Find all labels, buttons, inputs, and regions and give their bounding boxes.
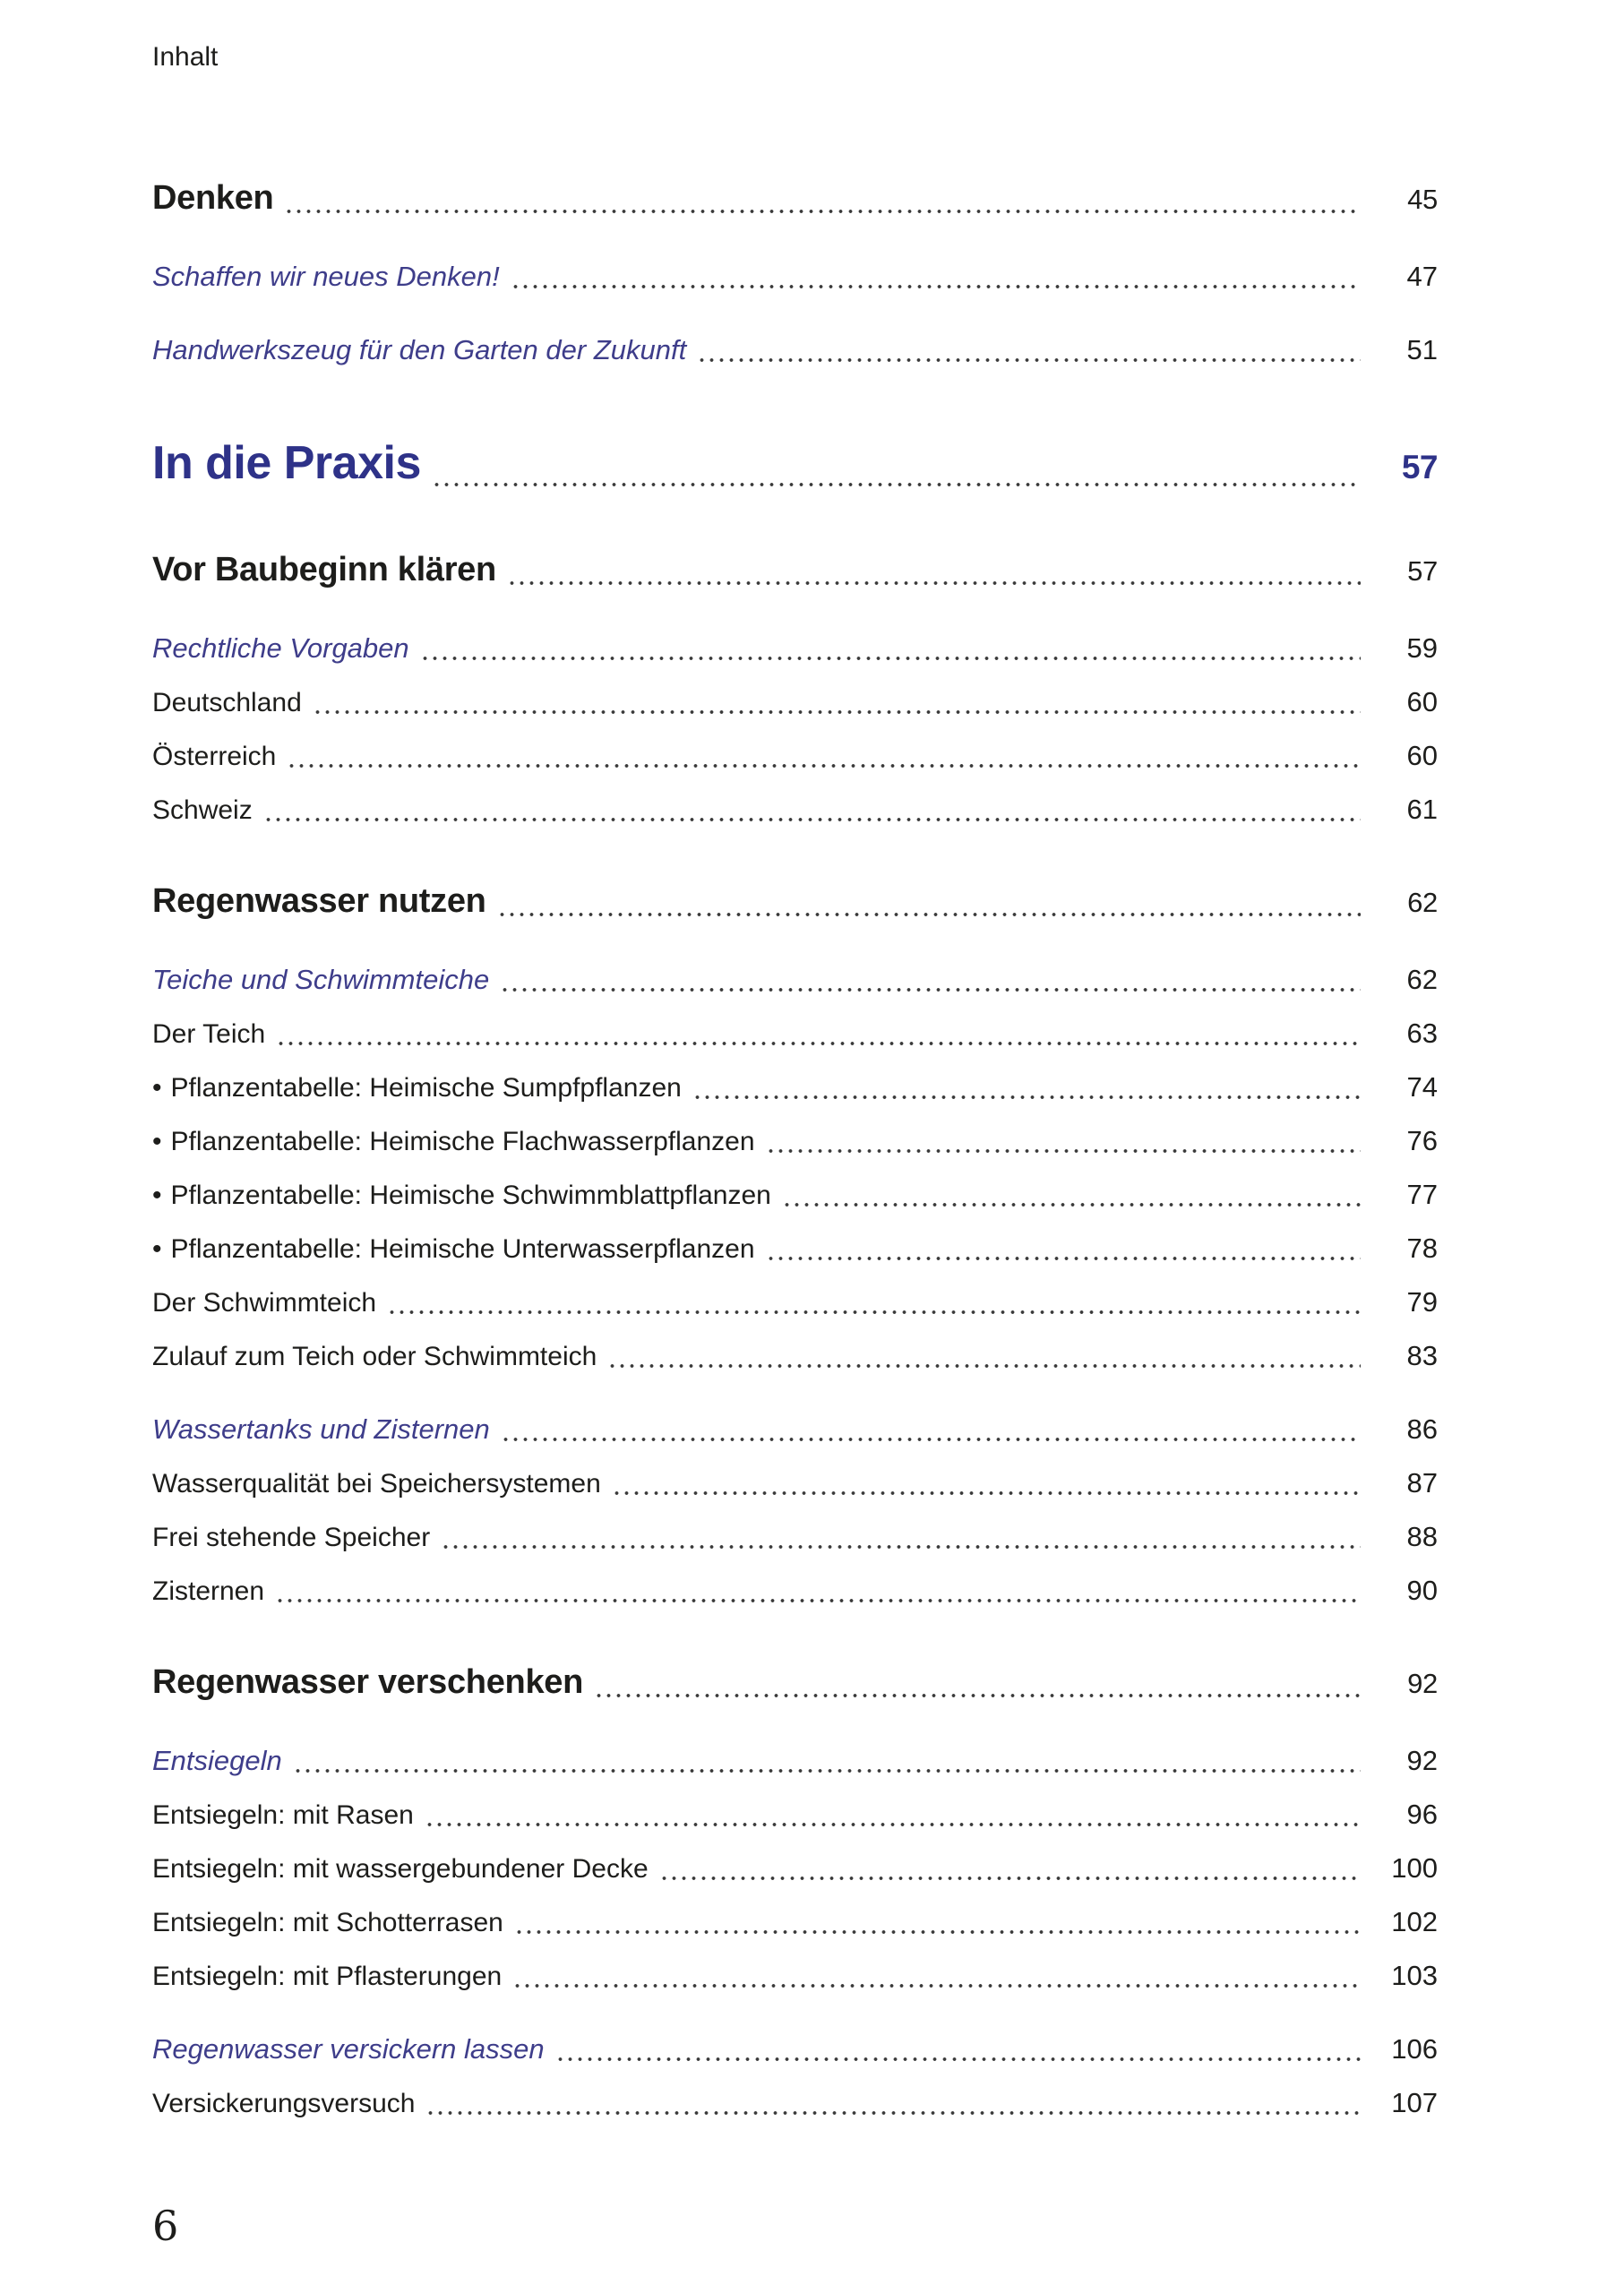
toc-entry-page-number: 47 [1406, 261, 1438, 292]
toc-entry-page-number: 78 [1406, 1232, 1438, 1264]
page-number-folio: 6 [152, 2202, 179, 2250]
toc-entry [152, 1660, 1438, 1706]
toc-entry-label: Frei stehende Speicher [152, 1523, 431, 1552]
toc-entry [152, 258, 1438, 296]
dot-leader [387, 1310, 1361, 1315]
bullet-icon: • [152, 1234, 162, 1264]
toc-entry-label: Handwerkszeug für den Garten der Zukunft [152, 334, 687, 365]
toc-entry [152, 961, 1438, 999]
dot-leader [500, 987, 1361, 992]
toc-entry-page-number: 100 [1391, 1852, 1438, 1884]
toc-entry-label: Regenwasser nutzen [152, 882, 486, 920]
toc-entry-label: Denken [152, 179, 274, 217]
toc-entry [152, 1851, 1438, 1887]
toc-entry-page-number: 77 [1406, 1179, 1438, 1210]
toc-entry [152, 331, 1438, 369]
toc-entry [152, 2031, 1438, 2068]
toc-entry [152, 1231, 1438, 1267]
toc-entry-label: Versickerungsversuch [152, 2089, 416, 2118]
dot-leader [263, 817, 1361, 822]
dot-leader [425, 1822, 1361, 1827]
toc-entry-label: Zisternen [152, 1576, 265, 1606]
toc-entry [152, 630, 1438, 667]
toc-entry-label: Entsiegeln: mit Rasen [152, 1800, 414, 1830]
dot-leader [511, 284, 1361, 289]
toc-entry-page-number: 87 [1406, 1467, 1438, 1499]
toc-entry-page-number: 57 [1407, 555, 1438, 587]
running-header: Inhalt [152, 42, 219, 72]
toc-entry-label: Entsiegeln [152, 1745, 282, 1776]
dot-leader [555, 2057, 1361, 2062]
toc-entry-page-number: 62 [1406, 964, 1438, 995]
toc-entry-page-number: 96 [1406, 1799, 1438, 1830]
dot-leader [420, 656, 1361, 661]
toc-entry-page-number: 61 [1406, 794, 1438, 825]
toc-entry-label: Wassertanks und Zisternen [152, 1413, 490, 1445]
toc-entry-label: Entsiegeln: mit wassergebundener Decke [152, 1854, 649, 1884]
dot-leader [766, 1256, 1361, 1261]
toc-entry [152, 1069, 1438, 1106]
toc-entry-label: Schweiz [152, 795, 253, 825]
toc-entry-label: Teiche und Schwimmteiche [152, 964, 490, 995]
toc-entry-label: Pflanzentabelle: Heimische Schwimmblattpflanzen [170, 1181, 771, 1210]
toc-entry-label: Pflanzentabelle: Heimische Flachwasserpflanzen [170, 1127, 755, 1156]
toc-entry [152, 879, 1438, 925]
toc-entry-page-number: 103 [1391, 1960, 1438, 1991]
toc-entry-page-number: 102 [1391, 1906, 1438, 1937]
bullet-icon: • [152, 1127, 162, 1156]
toc-entry-label: Der Schwimmteich [152, 1288, 377, 1318]
dot-leader [594, 1693, 1361, 1698]
toc-entry-page-number: 60 [1406, 740, 1438, 771]
toc-entry-label: Deutschland [152, 688, 302, 717]
dot-leader [766, 1148, 1361, 1154]
toc-entry [152, 1465, 1438, 1502]
toc-entry-label: Wasserqualität bei Speichersystemen [152, 1469, 601, 1499]
toc-entry-label: Regenwasser versickern lassen [152, 2033, 545, 2065]
toc-entry [152, 1904, 1438, 1941]
bullet-icon: • [152, 1073, 162, 1103]
toc-entry [152, 1123, 1438, 1160]
toc-entry-page-number: 92 [1407, 1668, 1438, 1699]
dot-leader [287, 763, 1361, 769]
toc-entry [152, 1411, 1438, 1448]
toc-entry-page-number: 79 [1406, 1286, 1438, 1318]
dot-leader [432, 482, 1361, 487]
toc-entry-label: In die Praxis [152, 437, 421, 489]
toc-entry [152, 1573, 1438, 1610]
toc-entry-label: Rechtliche Vorgaben [152, 632, 409, 664]
toc-entry-page-number: 74 [1406, 1071, 1438, 1103]
toc-entry-page-number: 92 [1406, 1745, 1438, 1776]
toc-entry [152, 684, 1438, 721]
toc-entry-page-number: 88 [1406, 1521, 1438, 1552]
toc-entry [152, 1519, 1438, 1556]
toc-entry-label: Schaffen wir neues Denken! [152, 261, 500, 292]
dot-leader [441, 1544, 1361, 1550]
dot-leader [612, 1490, 1361, 1496]
toc-entry-page-number: 90 [1406, 1575, 1438, 1606]
toc-entry-label: Der Teich [152, 1019, 266, 1049]
toc-entry-page-number: 63 [1406, 1018, 1438, 1049]
toc-entry-page-number: 107 [1391, 2087, 1438, 2118]
toc-entry-label: Pflanzentabelle: Heimische Unterwasserpflanzen [170, 1234, 755, 1264]
table-of-contents [152, 176, 1438, 2122]
dot-leader [659, 1876, 1361, 1881]
toc-entry-page-number: 57 [1401, 449, 1438, 485]
toc-entry [152, 547, 1438, 594]
dot-leader [313, 709, 1361, 715]
toc-entry-page-number: 51 [1406, 334, 1438, 365]
toc-entry [152, 1338, 1438, 1375]
dot-leader [692, 1095, 1361, 1100]
toc-entry-page-number: 86 [1406, 1413, 1438, 1445]
toc-entry [152, 1177, 1438, 1214]
toc-entry [152, 434, 1438, 497]
toc-entry-page-number: 60 [1406, 686, 1438, 717]
dot-leader [497, 912, 1361, 917]
toc-entry-page-number: 59 [1406, 632, 1438, 664]
toc-entry-label: Regenwasser verschenken [152, 1663, 584, 1701]
toc-entry-page-number: 62 [1407, 887, 1438, 918]
toc-entry-page-number: 83 [1406, 1340, 1438, 1371]
toc-entry-page-number: 45 [1407, 184, 1438, 215]
toc-entry-label: Zulauf zum Teich oder Schwimmteich [152, 1342, 597, 1371]
toc-entry-label: Pflanzentabelle: Heimische Sumpfpflanzen [170, 1073, 682, 1103]
toc-entry [152, 792, 1438, 829]
toc-entry [152, 1958, 1438, 1995]
dot-leader [507, 580, 1361, 586]
toc-entry [152, 1016, 1438, 1052]
dot-leader [514, 1929, 1361, 1935]
toc-entry-label: Österreich [152, 742, 277, 771]
toc-entry [152, 176, 1438, 222]
toc-entry [152, 2085, 1438, 2122]
toc-entry-page-number: 106 [1391, 2033, 1438, 2065]
toc-entry-label: Entsiegeln: mit Pflasterungen [152, 1962, 503, 1991]
dot-leader [607, 1363, 1361, 1369]
toc-entry [152, 1797, 1438, 1834]
dot-leader [425, 2110, 1361, 2116]
dot-leader [697, 357, 1361, 363]
bullet-icon: • [152, 1181, 162, 1210]
dot-leader [275, 1598, 1361, 1603]
dot-leader [782, 1202, 1361, 1207]
toc-entry [152, 738, 1438, 775]
toc-entry [152, 1284, 1438, 1321]
toc-entry-label: Vor Baubeginn klären [152, 551, 496, 588]
dot-leader [284, 209, 1361, 214]
dot-leader [512, 1983, 1361, 1988]
toc-entry [152, 1742, 1438, 1780]
toc-entry-page-number: 76 [1406, 1125, 1438, 1156]
toc-entry-label: Entsiegeln: mit Schotterrasen [152, 1908, 503, 1937]
dot-leader [501, 1437, 1361, 1442]
dot-leader [293, 1768, 1361, 1773]
dot-leader [276, 1041, 1361, 1046]
